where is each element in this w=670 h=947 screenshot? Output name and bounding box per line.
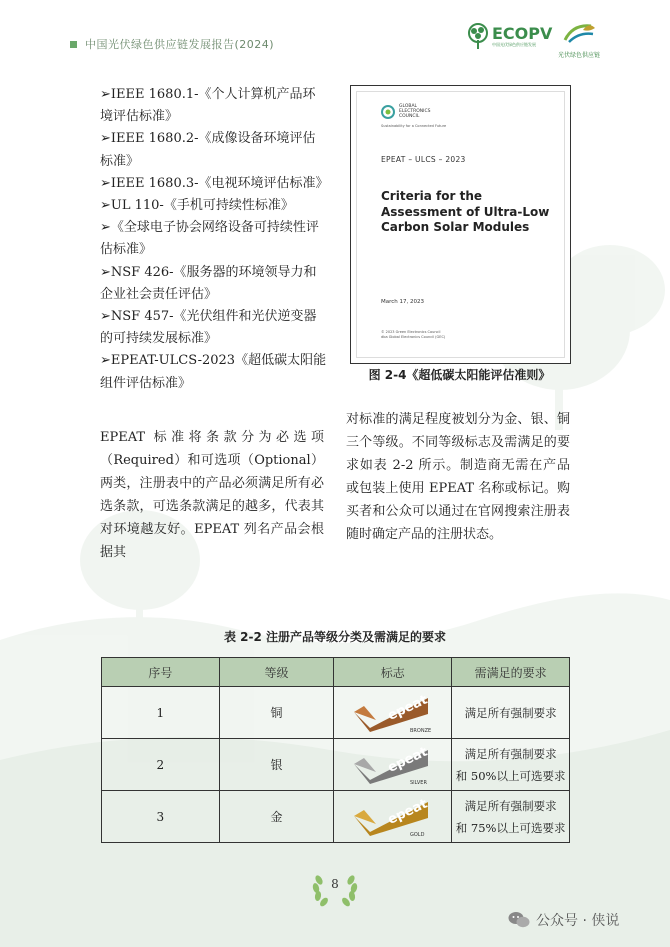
list-item: ➢UL 110-《手机可持续性标准》 — [100, 198, 294, 214]
badge-word: epeat — [385, 795, 430, 828]
figure-caption: 图 2-4《超低碳太阳能评估准则》 — [368, 368, 551, 382]
table-row — [102, 739, 570, 791]
wechat-icon — [508, 911, 530, 929]
requirement-line1: 满足所有强制要求 — [464, 746, 557, 761]
table-caption: 表 2-2 注册产品等级分类及需满足的要求 — [223, 630, 447, 644]
cover-page — [356, 91, 565, 358]
header-level: 等级 — [219, 658, 334, 687]
cover-date: March 17, 2023 — [381, 299, 425, 305]
watermark-text: 公众号 · 侠说 — [536, 913, 620, 929]
gec-logo — [381, 104, 430, 119]
epeat-bronze-badge — [350, 692, 436, 734]
partner-logo-text: 光伏绿色供应链 — [558, 52, 601, 59]
partner-logo — [558, 22, 600, 59]
row-level: 银 — [219, 739, 334, 791]
header-square-icon — [70, 41, 77, 48]
page-number-text: 8 — [331, 877, 339, 891]
gec-tagline: Sustainability for a Connected Future — [381, 124, 447, 128]
running-header — [70, 36, 274, 52]
header-title: 中国光伏绿色供应链发展报告(2024) — [85, 38, 275, 51]
cover-title: Criteria for the Assessment of Ultra-Low Carbon Solar Modules — [381, 189, 550, 234]
list-item: ➢IEEE 1680.2-《成像设备环境评估标准》 — [100, 131, 316, 169]
page-number — [305, 872, 365, 908]
list-item: ➢NSF 426-《服务器的环境领导力和企业社会责任评估》 — [100, 264, 317, 302]
badge-tier: GOLD — [409, 831, 425, 838]
row-badge-cell — [334, 687, 452, 739]
requirement-line1: 满足所有强制要求 — [464, 705, 557, 720]
list-item: ➢NSF 457-《光伏组件和光伏逆变器的可持续发展标准》 — [100, 309, 317, 347]
table-row — [102, 791, 570, 843]
gec-line3: COUNCIL — [399, 114, 420, 119]
badge-tier: BRONZE — [409, 727, 431, 734]
row-badge-cell — [334, 739, 452, 791]
row-no: 2 — [102, 739, 220, 791]
row-requirement — [452, 687, 570, 739]
paragraph-left: EPEAT 标准将条款分为必选项（Required）和可选项（Optional）两类，注册表中的产品必须满足所有必选条款，可选条款满足的越多，代表其对环境越友好。EPEAT 列名产品会根据其 — [100, 430, 324, 560]
leaf-swirl-icon — [561, 22, 597, 46]
list-item: ➢IEEE 1680.3-《电视环境评估标准》 — [100, 175, 329, 191]
badge-word: epeat — [385, 691, 430, 724]
ecopv-subtext: 中国光伏绿色供应链发展 — [492, 42, 536, 47]
row-level: 金 — [219, 791, 334, 843]
gec-line1: GLOBAL — [399, 104, 418, 109]
table-row — [102, 687, 570, 739]
epeat-gold-badge — [350, 796, 436, 838]
list-item: ➢《全球电子协会网络设备可持续性评估标准》 — [100, 220, 319, 258]
gec-globe-icon — [381, 105, 395, 119]
criteria-cover-figure — [350, 85, 571, 364]
ecopv-tree-icon — [464, 22, 492, 52]
requirement-line2: 和 75%以上可选要求 — [455, 820, 566, 835]
table-header-row — [102, 658, 570, 687]
cover-copyright — [381, 330, 445, 340]
copyright-line2: dba Global Electronics Council (GEC) — [381, 335, 446, 339]
requirement-line2: 和 50%以上可选要求 — [455, 768, 566, 783]
row-requirement — [452, 739, 570, 791]
paragraph-right: 对标准的满足程度被划分为金、银、铜三个等级。不同等级标志及需满足的要求如表 2-2 所示。制造商无需在产品或包装上使用 EPEAT 名称或标记。购买者和公众可以通过在官网搜索注册表随时确定产品的注册状态。 — [346, 412, 570, 542]
copyright-line1: © 2023 Green Electronics Council — [381, 330, 441, 334]
badge-word: epeat — [385, 743, 430, 776]
row-level: 铜 — [219, 687, 334, 739]
ecopv-logo — [464, 22, 552, 52]
requirement-line1: 满足所有强制要求 — [464, 798, 557, 813]
wechat-watermark — [508, 910, 619, 930]
badge-tier: SILVER — [409, 779, 427, 786]
list-item: ➢EPEAT-ULCS-2023《超低碳太阳能组件评估标准》 — [100, 353, 327, 391]
standards-list — [100, 84, 328, 395]
row-no: 3 — [102, 791, 220, 843]
header-requirement: 需满足的要求 — [452, 658, 570, 687]
header-badge: 标志 — [334, 658, 452, 687]
epeat-levels-table — [101, 657, 570, 843]
cover-code: EPEAT – ULCS – 2023 — [381, 155, 466, 164]
header-no: 序号 — [102, 658, 220, 687]
row-requirement — [452, 791, 570, 843]
list-item: ➢IEEE 1680.1-《个人计算机产品环境评估标准》 — [100, 87, 316, 125]
epeat-silver-badge — [350, 744, 436, 786]
row-no: 1 — [102, 687, 220, 739]
gec-line2: ELECTRONICS — [399, 109, 431, 114]
row-badge-cell — [334, 791, 452, 843]
ecopv-wordmark: ECOPV — [492, 24, 553, 43]
